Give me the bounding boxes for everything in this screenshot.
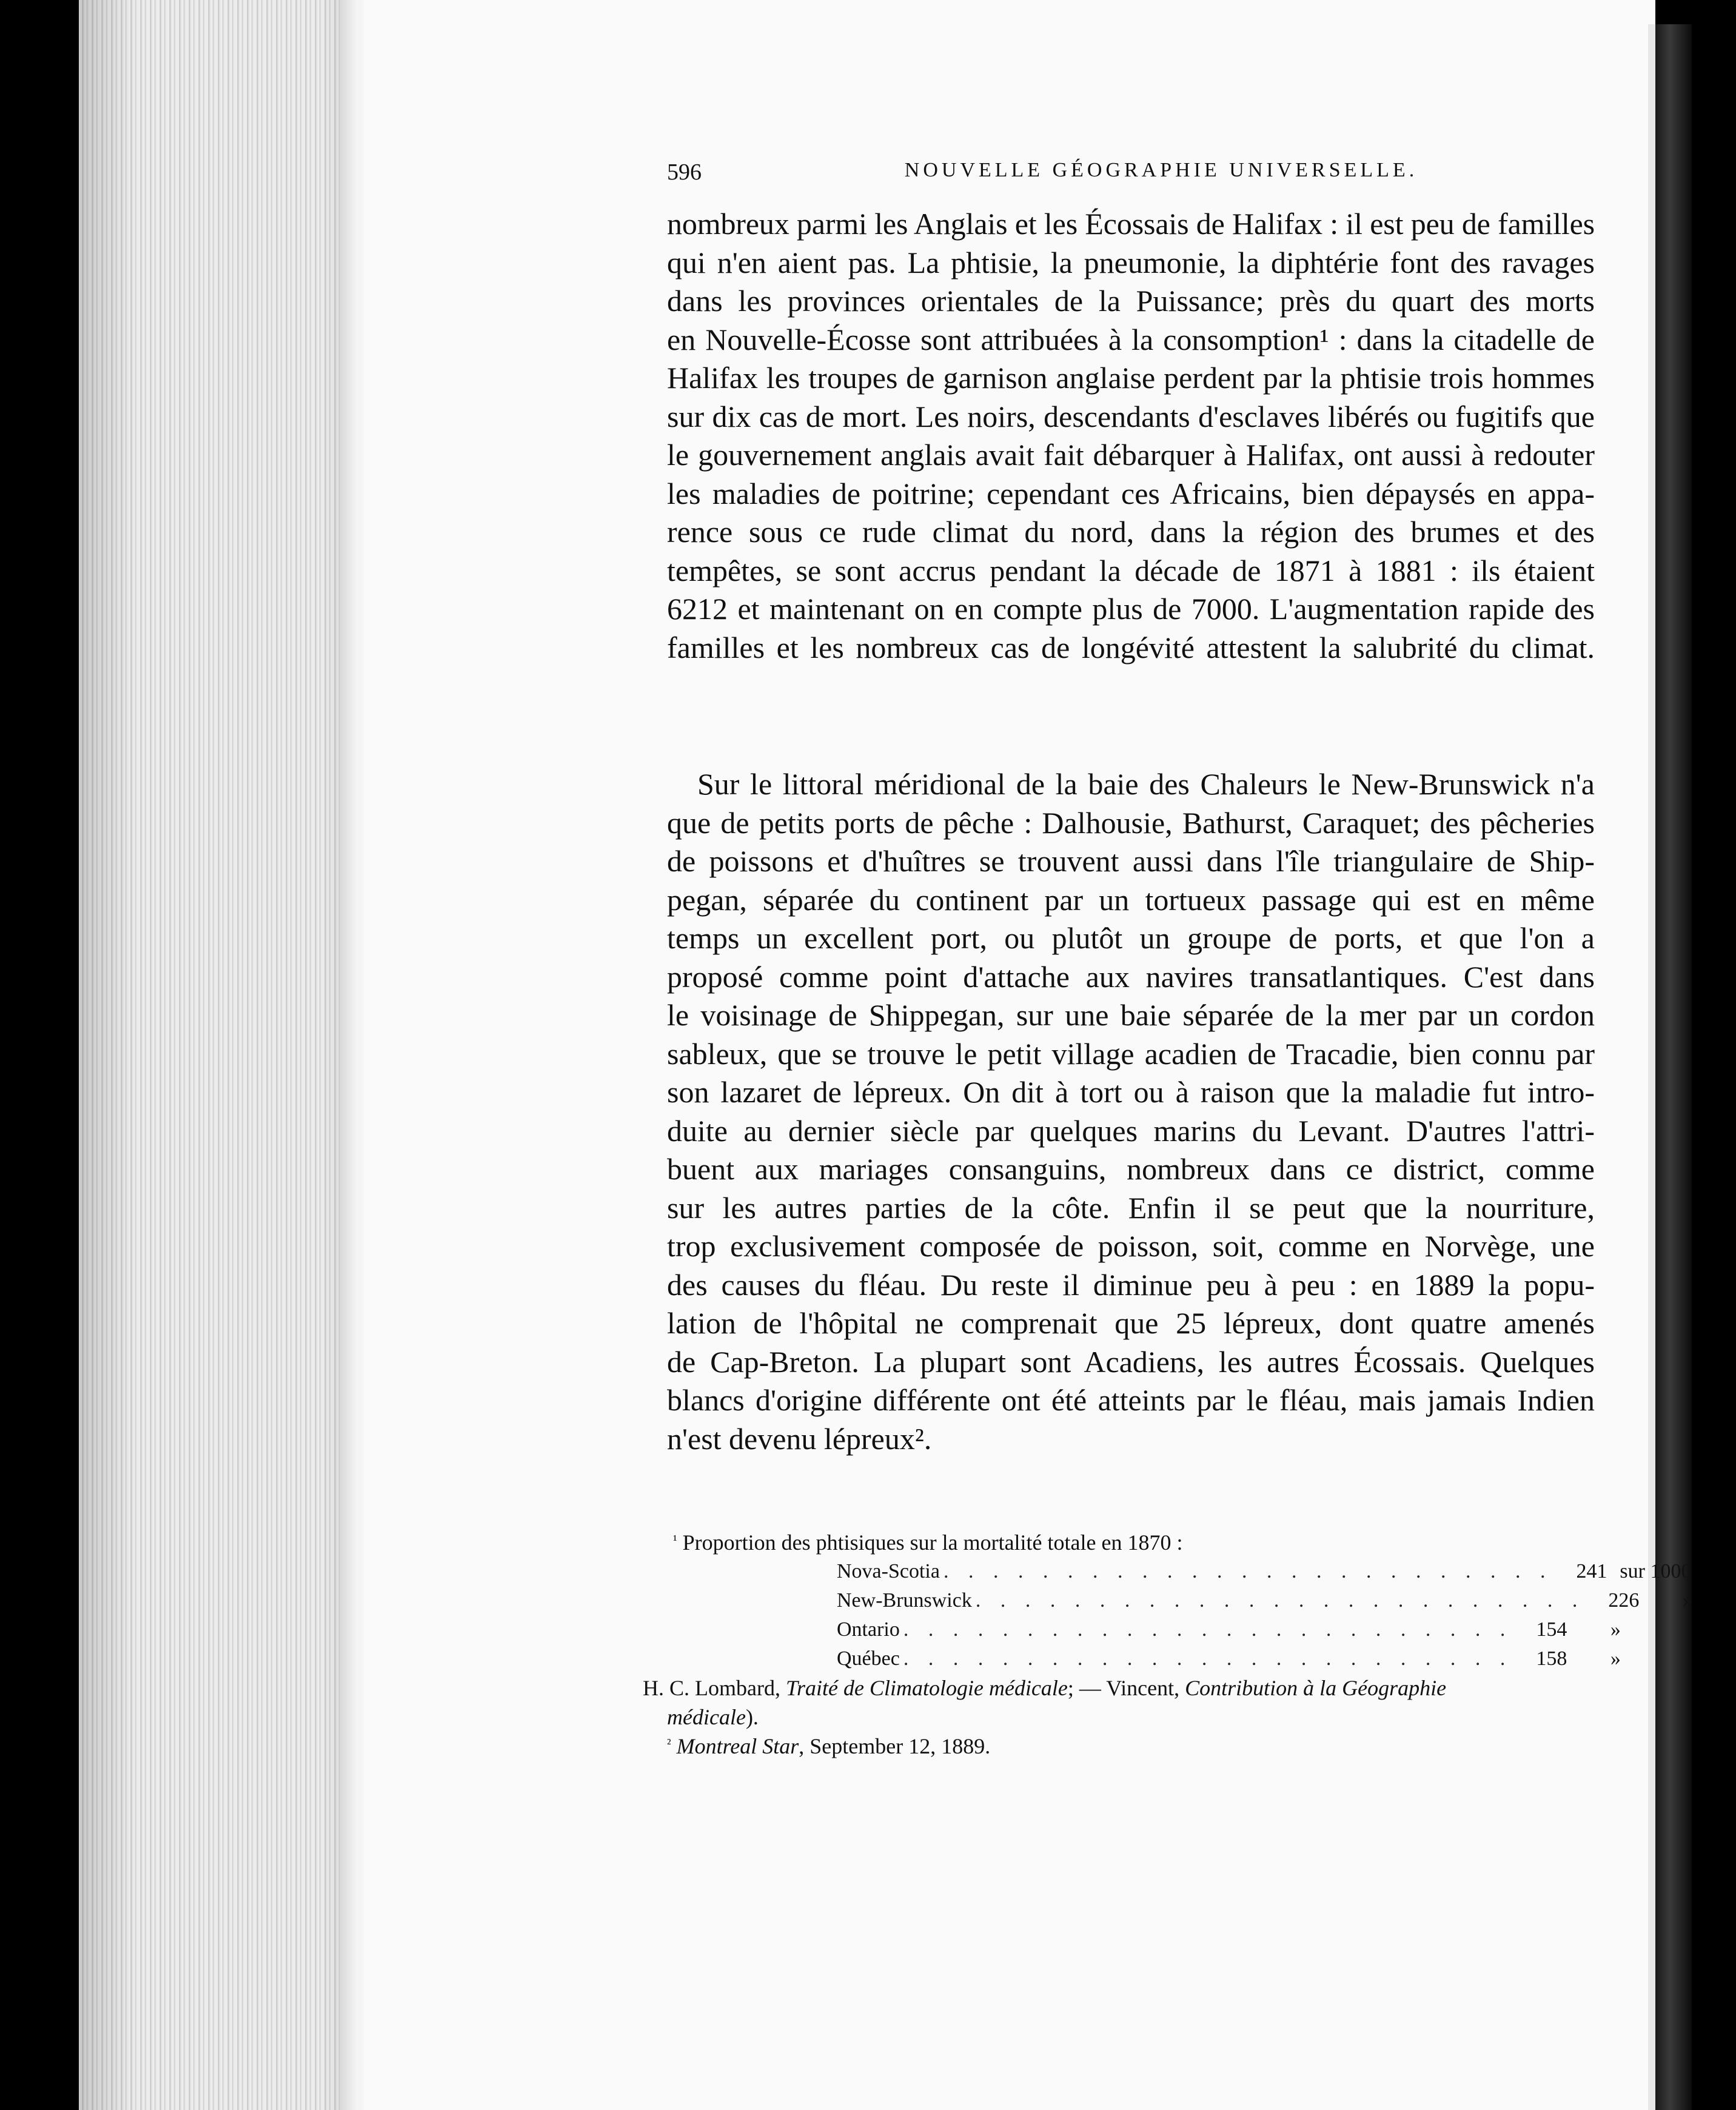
phthisis-count: 226: [1608, 1589, 1640, 1612]
newspaper-date: , September 12, 1889.: [799, 1734, 991, 1758]
unit: »: [1610, 1618, 1621, 1641]
text-line: temps un excellent port, ou plutôt un groupe de ports, et que l'on a: [667, 921, 1595, 955]
text-line: duite au dernier siècle par quelques marins du Levant. D'autres l'attri-: [667, 1113, 1595, 1148]
text-line: des causes du fléau. Du reste il diminue peu à peu : en 1889 la popu-: [667, 1267, 1595, 1302]
text-line: dans les provinces orientales de la Puissance; près du quart des morts: [667, 284, 1595, 318]
page-number: 596: [667, 159, 702, 185]
province-name: Nova-Scotia: [837, 1560, 940, 1582]
text-line: tempêtes, se sont accrus pendant la décade de 1871 à 1881 : ils étaient: [667, 553, 1595, 588]
paragraph-1: [667, 205, 1595, 667]
phthisis-count: 154: [1536, 1618, 1567, 1641]
footnotes: [643, 1528, 1693, 1761]
text-line: qui n'en aient pas. La phtisie, la pneumonie, la diphtérie font des ravages: [667, 245, 1595, 280]
text-line: blancs d'origine différente ont été atteints par le fléau, mais jamais Indien: [667, 1383, 1595, 1417]
footnote-marker: ¹: [673, 1532, 677, 1547]
footnote-1-reference-cont: [643, 1703, 1595, 1732]
table-row: [837, 1557, 1692, 1586]
text-line: sur dix cas de mort. Les noirs, descendants d'esclaves libérés ou fugitifs que: [667, 399, 1595, 434]
footnote-2: [643, 1732, 1595, 1761]
table-row: [837, 1615, 1621, 1644]
text-line: les maladies de poitrine; cependant ces Africains, bien dépaysés en appa-: [667, 476, 1595, 511]
footnote-1-title: [643, 1528, 1595, 1557]
reference-title: médicale: [667, 1705, 746, 1729]
unit: »: [1682, 1589, 1693, 1612]
text-line: lation de l'hôpital ne comprenait que 25 lépreux, dont quatre amenés: [667, 1306, 1595, 1340]
leader-dots: . . . . . . . . . . . . . . . . . . . . . . . . .: [975, 1589, 1585, 1612]
facing-page-edge: [1655, 24, 1692, 2110]
text-line: familles et les nombreux cas de longévité attestent la salubrité du climat.: [667, 630, 1595, 665]
reference-author: H. C. Lombard,: [643, 1676, 786, 1700]
text-line: proposé comme point d'attache aux navires transatlantiques. C'est dans: [667, 959, 1595, 994]
stacked-page-edges: [79, 0, 364, 2110]
text-line: 6212 et maintenant on en compte plus de 7000. L'augmentation rapide des: [667, 592, 1595, 626]
text-line: Sur le littoral méridional de la baie des Chaleurs le New-Brunswick n'a: [697, 767, 1595, 801]
text-line: Halifax les troupes de garnison anglaise perdent par la phtisie trois hommes: [667, 361, 1595, 395]
reference-separator: ; — Vincent,: [1067, 1676, 1185, 1700]
text-line: sur les autres parties de la côte. Enfin il se peut que la nourriture,: [667, 1190, 1595, 1225]
text-line: n'est devenu lépreux².: [667, 1421, 932, 1456]
phthisis-count: 158: [1536, 1647, 1567, 1670]
phthisis-count: 241: [1576, 1560, 1607, 1582]
unit: sur 1000: [1620, 1560, 1692, 1582]
text-line: le voisinage de Shippegan, sur une baie séparée de la mer par un cordon: [667, 998, 1595, 1032]
text-line: en Nouvelle-Écosse sont attribuées à la consomption¹ : dans la citadelle de: [667, 322, 1595, 357]
paragraph-2: [667, 765, 1595, 1458]
text-line: trop exclusivement composée de poisson, soit, comme en Norvège, une: [667, 1229, 1595, 1263]
text-line: pegan, séparée du continent par un tortueux passage qui est en même: [667, 882, 1595, 917]
text-line: rence sous ce rude climat du nord, dans la région des brumes et des: [667, 515, 1595, 549]
leader-dots: . . . . . . . . . . . . . . . . . . . . . . . . .: [903, 1647, 1513, 1670]
footnote-text: Proportion des phtisiques sur la mortalité totale en 1870 :: [682, 1530, 1183, 1555]
footnote-marker: ²: [667, 1736, 671, 1751]
text-line: que de petits ports de pêche : Dalhousie, Bathurst, Caraquet; des pêcheries: [667, 805, 1595, 840]
leader-dots: . . . . . . . . . . . . . . . . . . . . . . . . .: [903, 1618, 1513, 1641]
reference-title: Contribution à la Géographie: [1185, 1676, 1447, 1700]
table-row: [837, 1586, 1693, 1615]
text-line: de poissons et d'huîtres se trouvent aussi dans l'île triangulaire de Ship-: [667, 844, 1595, 878]
running-title: NOUVELLE GÉOGRAPHIE UNIVERSELLE.: [904, 159, 1418, 181]
text-line: buent aux mariages consanguins, nombreux dans ce district, comme: [667, 1152, 1595, 1186]
text-line: de Cap-Breton. La plupart sont Acadiens, les autres Écossais. Quelques: [667, 1344, 1595, 1379]
province-name: Ontario: [837, 1618, 900, 1641]
unit: »: [1610, 1647, 1621, 1670]
reference-end: ).: [745, 1705, 759, 1729]
table-row: [837, 1644, 1621, 1673]
text-line: sableux, que se trouve le petit village acadien de Tracadie, bien connu par: [667, 1036, 1595, 1071]
text-line: son lazaret de lépreux. On dit à tort ou à raison que la maladie fut intro-: [667, 1075, 1595, 1109]
text-line: nombreux parmi les Anglais et les Écossais de Halifax : il est peu de familles: [667, 207, 1595, 241]
newspaper-title: Montreal Star: [676, 1734, 799, 1758]
province-name: New-Brunswick: [837, 1589, 972, 1612]
mortality-table: [837, 1557, 1693, 1673]
reference-title: Traité de Climatologie médicale: [785, 1676, 1068, 1700]
footnote-1-reference: [643, 1673, 1595, 1703]
province-name: Québec: [837, 1647, 900, 1670]
text-line: le gouvernement anglais avait fait débarquer à Halifax, ont aussi à redouter: [667, 438, 1595, 472]
leader-dots: . . . . . . . . . . . . . . . . . . . . . . . . .: [943, 1560, 1553, 1582]
